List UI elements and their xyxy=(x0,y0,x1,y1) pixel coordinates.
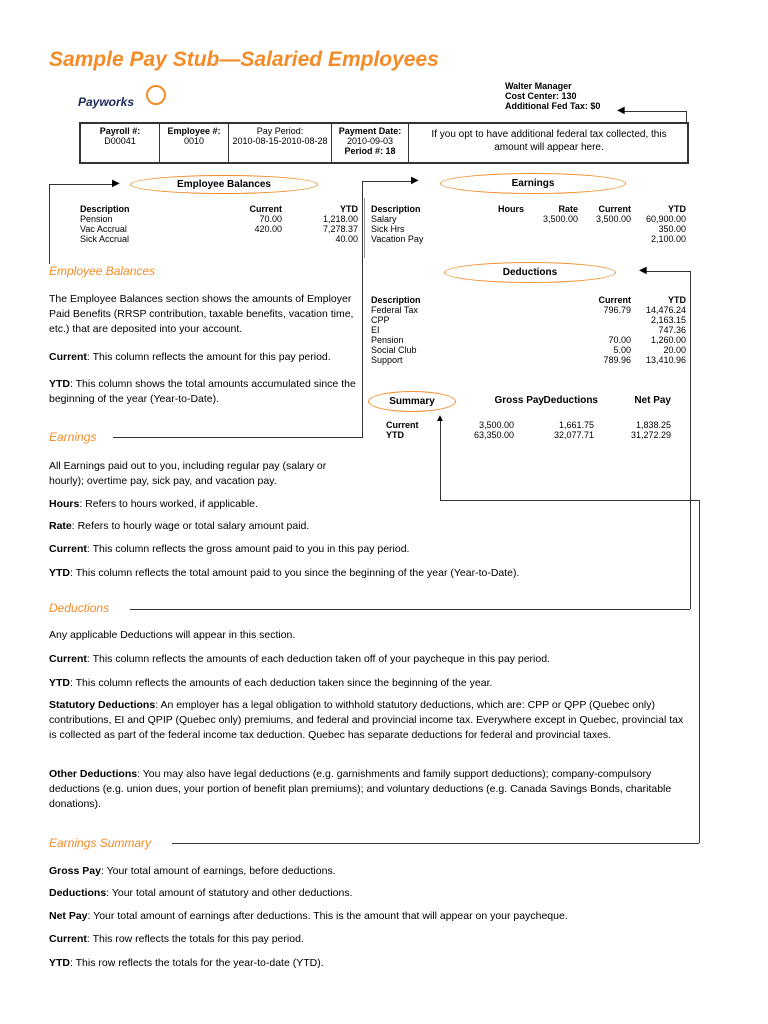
summary-heading-line xyxy=(172,843,699,844)
cost-center: Cost Center: 130 xyxy=(505,91,577,101)
table-row xyxy=(371,325,686,335)
term-text: : Refers to hours worked, if applicable. xyxy=(79,498,258,510)
term-text: : An employer has a legal obligation to withhold statutory deductions, which are: CPP or QPP (Quebec only) contributions, EI and QPIP (Quebec only) premiums, and federal and provincial income tax. Everywhere except in Quebec, provincial tax is collected as part of the federal income tax deduction. Quebec has separate deductions for federal and provincial taxes. xyxy=(49,699,684,741)
statutory-deductions-desc xyxy=(49,698,689,743)
cell: 350.00 xyxy=(658,224,686,234)
table-header-row xyxy=(80,204,358,214)
cell: 7,278.37 xyxy=(322,224,358,234)
cell: 31,272.29 xyxy=(630,430,671,440)
balances-intro: The Employee Balances section shows the amounts of Employer Paid Benefits (RRSP contribution, taxable benefits, vacation time, etc.) that are deposited into your account. xyxy=(49,293,354,335)
cell: 70.00 xyxy=(259,214,282,224)
earnings-heading: Earnings xyxy=(49,430,97,444)
table-header-row xyxy=(460,396,686,406)
balances-heading: Employee Balances xyxy=(49,264,156,278)
cell: 3,500.00 xyxy=(595,214,631,224)
term-text: : Your total amount of earnings, before deductions. xyxy=(100,865,336,877)
deductions-heading: Deductions xyxy=(49,601,110,615)
col-header: YTD xyxy=(668,204,686,214)
term-label: Net Pay xyxy=(49,910,88,922)
deductions-intro: Any applicable Deductions will appear in this section. xyxy=(49,629,296,641)
deductions-oval: Deductions xyxy=(444,262,616,283)
table-header-row xyxy=(371,295,686,305)
earnings-arrow-line xyxy=(362,181,414,182)
arrow-left-icon: ◀ xyxy=(639,265,647,276)
table-header-row xyxy=(371,204,686,214)
cell: 420.00 xyxy=(254,224,282,234)
table-row xyxy=(386,430,686,440)
cell: Social Club xyxy=(371,345,417,355)
term-label: Statutory Deductions xyxy=(49,699,156,711)
term-label: Current xyxy=(49,543,87,555)
pay-stub-header-table xyxy=(79,122,689,164)
payment-date-value: 2010-09-03 xyxy=(346,136,394,146)
employee-label: Employee #: xyxy=(167,126,221,136)
arrow-right-icon: ▶ xyxy=(112,178,120,189)
col-header: Rate xyxy=(558,204,578,214)
term-text: : Refers to hourly wage or total salary amount paid. xyxy=(71,520,310,532)
cell: 14,476.24 xyxy=(645,305,686,315)
cell: 5.00 xyxy=(613,345,631,355)
cell: YTD xyxy=(386,430,404,440)
balances-ytd-desc xyxy=(49,377,359,407)
term-label: Current xyxy=(49,351,87,363)
term-label: YTD xyxy=(49,957,70,969)
cell: Federal Tax xyxy=(371,305,418,315)
term-text: : This row reflects the totals for the year-to-date (YTD). xyxy=(70,957,324,969)
summary-current-desc xyxy=(49,932,729,947)
col-header: Current xyxy=(598,295,631,305)
column-divider xyxy=(364,198,365,258)
term-text: : This column reflects the total amount paid to you since the beginning of the year (Year-to-Date). xyxy=(70,567,520,579)
net-pay-desc xyxy=(49,909,729,924)
col-header: Description xyxy=(371,204,421,214)
cell: Support xyxy=(371,355,403,365)
cell: Sick Accrual xyxy=(80,234,130,244)
term-label: Gross Pay xyxy=(49,865,101,877)
manager-name: Walter Manager xyxy=(505,81,572,91)
balances-arrow-line-v xyxy=(49,184,50,264)
term-label: YTD xyxy=(49,677,70,689)
cell: Vacation Pay xyxy=(371,234,424,244)
table-row xyxy=(371,345,686,355)
summary-ytd-desc xyxy=(49,956,729,971)
cell: 60,900.00 xyxy=(645,214,686,224)
deductions-ytd-desc xyxy=(49,676,729,691)
period-number: Period #: 18 xyxy=(344,146,396,156)
col-header: Hours xyxy=(497,204,524,214)
col-header: Description xyxy=(371,295,421,305)
cell: 1,260.00 xyxy=(650,335,686,345)
table-row xyxy=(80,214,358,224)
cell: 3,500.00 xyxy=(478,420,514,430)
fed-tax-note: If you opt to have additional federal tax collected, this amount will appear here. xyxy=(431,129,667,153)
term-label: Current xyxy=(49,653,87,665)
term-label: Hours xyxy=(49,498,80,510)
cell: 796.79 xyxy=(603,305,631,315)
pay-period-value: 2010-08-15-2010-08-28 xyxy=(232,136,328,146)
payment-date-label: Payment Date: xyxy=(338,126,402,136)
term-label: Current xyxy=(49,933,87,945)
earnings-intro: All Earnings paid out to you, including regular pay (salary or hourly); overtime pay, sick pay, and vacation pay. xyxy=(49,460,327,487)
summary-header xyxy=(460,396,686,406)
logo-circle-icon xyxy=(146,85,166,105)
table-row xyxy=(80,234,358,244)
cell: Current xyxy=(386,420,419,430)
term-text: : This column shows the total amounts accumulated since the beginning of the year (Year-to-Date). xyxy=(49,378,356,405)
term-text: : Your total amount of statutory and other deductions. xyxy=(106,887,353,899)
table-row xyxy=(371,234,686,244)
pay-period-label: Pay Period: xyxy=(256,126,304,136)
summary-oval: Summary xyxy=(368,391,456,412)
term-text: : You may also have legal deductions (e.g. garnishments and family support deductions); company-compulsory deductions (e.g. union dues, your portion of benefit plan premiums); and voluntary deductions (e.g. Canada Savings Bonds, charitable donations). xyxy=(49,768,672,810)
table-row xyxy=(371,315,686,325)
payroll-label: Payroll #: xyxy=(99,126,141,136)
earnings-current-desc xyxy=(49,542,729,557)
earnings-table xyxy=(371,204,686,244)
payroll-value: D00041 xyxy=(104,136,136,146)
earnings-summary-heading: Earnings Summary xyxy=(49,836,152,850)
table-row xyxy=(386,420,686,430)
term-text: : This column reflects the amounts of each deduction taken since the beginning of the year. xyxy=(70,677,493,689)
employee-cell xyxy=(160,124,229,162)
cell: Salary xyxy=(371,214,397,224)
balances-table xyxy=(80,204,358,244)
term-text: : This row reflects the totals for this pay period. xyxy=(86,933,304,945)
additional-fed-tax: Additional Fed Tax: $0 xyxy=(505,101,601,111)
payroll-cell xyxy=(81,124,160,162)
col-header: Net Pay xyxy=(634,395,671,406)
table-row xyxy=(80,224,358,234)
cell: Pension xyxy=(80,214,113,224)
payment-date-cell xyxy=(332,124,409,162)
summary-table xyxy=(386,420,686,440)
deductions-arrow-line xyxy=(644,271,690,272)
deductions-heading-line xyxy=(130,609,690,610)
employee-value: 0010 xyxy=(183,136,205,146)
cell: 747.36 xyxy=(658,325,686,335)
page-title: Sample Pay Stub—Salaried Employees xyxy=(49,48,439,71)
cell: 3,500.00 xyxy=(542,214,578,224)
cell: 70.00 xyxy=(608,335,631,345)
cell: 40.00 xyxy=(335,234,358,244)
term-text: : This column reflects the amount for this pay period. xyxy=(86,351,331,363)
table-row xyxy=(371,335,686,345)
col-header: Current xyxy=(598,204,631,214)
cell: Vac Accrual xyxy=(80,224,127,234)
table-row xyxy=(371,305,686,315)
earnings-hours-desc xyxy=(49,497,729,512)
other-deductions-desc xyxy=(49,767,689,812)
gross-pay-desc xyxy=(49,864,729,879)
cell: 1,661.75 xyxy=(558,420,594,430)
cell: CPP xyxy=(371,315,390,325)
fed-tax-arrow-line xyxy=(620,111,686,112)
cell: Sick Hrs xyxy=(371,224,405,234)
cell: 2,100.00 xyxy=(650,234,686,244)
arrow-left-icon: ◀ xyxy=(617,105,625,116)
payworks-logo: Payworks xyxy=(78,95,135,109)
term-text: : This column reflects the amounts of each deduction taken off of your paycheque in this pay period. xyxy=(86,653,550,665)
earnings-arrow-line-v xyxy=(362,181,363,437)
term-label: Deductions xyxy=(49,887,107,899)
cell: 13,410.96 xyxy=(645,355,686,365)
col-header: Description xyxy=(80,204,130,214)
arrow-right-icon: ▶ xyxy=(411,175,419,186)
pay-period-cell xyxy=(229,124,332,162)
table-row xyxy=(371,214,686,224)
cell: 32,077.71 xyxy=(553,430,594,440)
cell: 1,838.25 xyxy=(635,420,671,430)
cell: 1,218.00 xyxy=(322,214,358,224)
summary-arrow-line-v xyxy=(440,420,441,500)
table-row xyxy=(371,224,686,234)
term-label: YTD xyxy=(49,567,70,579)
balances-current-desc xyxy=(49,350,359,365)
term-label: Other Deductions xyxy=(49,768,138,780)
cell: 20.00 xyxy=(663,345,686,355)
cell: Pension xyxy=(371,335,404,345)
col-header: YTD xyxy=(668,295,686,305)
col-header: YTD xyxy=(340,204,358,214)
cell: 2,163.15 xyxy=(650,315,686,325)
deductions-current-desc xyxy=(49,652,729,667)
cell: 63,350.00 xyxy=(473,430,514,440)
earnings-ytd-desc xyxy=(49,566,729,581)
col-header: Current xyxy=(249,204,282,214)
cell: 789.96 xyxy=(603,355,631,365)
col-header: Deductions xyxy=(543,395,598,406)
earnings-rate-desc xyxy=(49,519,729,534)
term-text: : This column reflects the gross amount paid to you in this pay period. xyxy=(86,543,410,555)
term-label: Rate xyxy=(49,520,72,532)
deductions-table xyxy=(371,295,686,365)
col-header: Gross Pay xyxy=(494,395,544,406)
earnings-oval: Earnings xyxy=(440,173,626,194)
earnings-heading-line xyxy=(113,437,363,438)
term-label: YTD xyxy=(49,378,70,390)
manager-info xyxy=(505,81,600,111)
deductions-total-desc xyxy=(49,886,729,901)
deductions-arrow-line-v xyxy=(690,271,691,609)
fed-tax-arrow-line-v xyxy=(686,111,687,122)
arrow-up-icon: ▲ xyxy=(435,413,445,424)
balances-arrow-line xyxy=(49,184,117,185)
cell: EI xyxy=(371,325,380,335)
table-row xyxy=(371,355,686,365)
term-text: : Your total amount of earnings after deductions. This is the amount that will appear on your paycheque. xyxy=(87,910,568,922)
employee-balances-oval: Employee Balances xyxy=(130,175,318,194)
